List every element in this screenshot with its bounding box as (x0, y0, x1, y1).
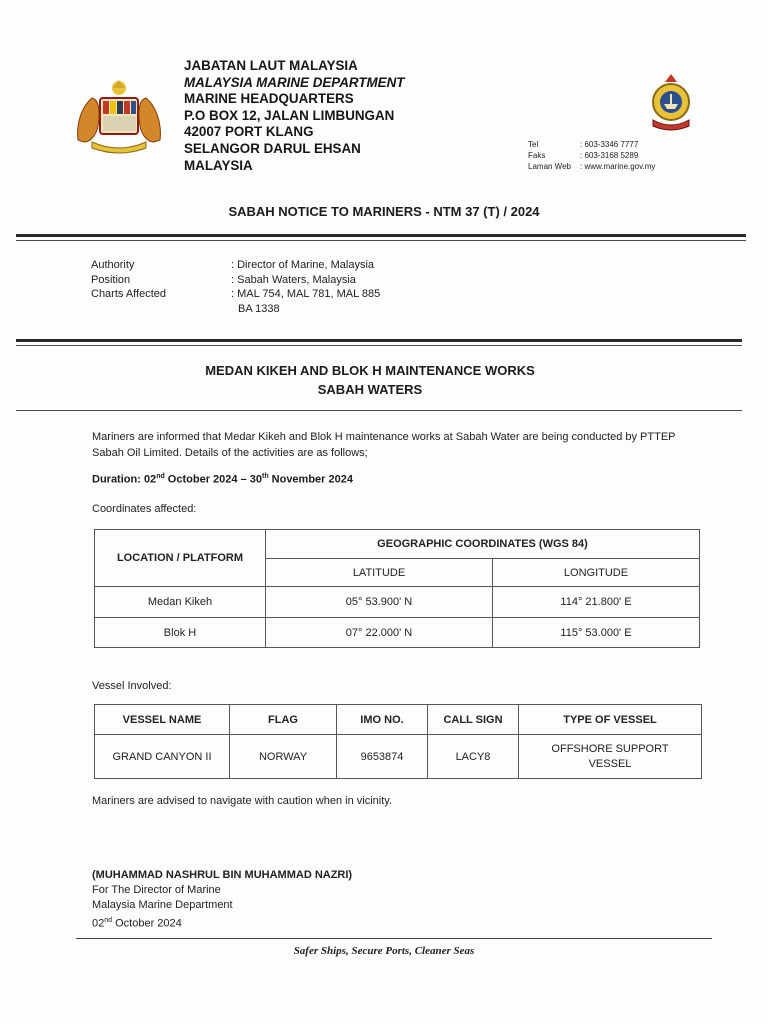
malaysia-coat-of-arms-icon (70, 78, 168, 156)
header-line-7: MALAYSIA (184, 157, 253, 173)
call-sign-cell: LACY8 (428, 735, 519, 779)
contact-tel (528, 139, 655, 150)
location-cell: Blok H (95, 618, 266, 648)
signature-block (92, 868, 352, 932)
notice-title: SABAH NOTICE TO MARINERS - NTM 37 (T) / 2024 (228, 204, 540, 219)
contact-label: Laman Web (528, 162, 571, 171)
meta-authority (91, 258, 380, 273)
meta-label: Position (91, 273, 131, 286)
contact-value: : www.marine.gov.my (580, 162, 656, 171)
table-row (95, 587, 700, 618)
footer-motto: Safer Ships, Secure Ports, Cleaner Seas (293, 945, 475, 957)
col-latitude-header: LATITUDE (266, 559, 493, 587)
col-vessel-name-header: VESSEL NAME (95, 705, 230, 735)
meta-value: : MAL 754, MAL 781, MAL 885 (231, 288, 381, 300)
col-call-sign-header: CALL SIGN (428, 705, 519, 735)
date-rest: October 2024 (112, 917, 182, 930)
col-geo-header: GEOGRAPHIC COORDINATES (WGS 84) (266, 530, 700, 559)
department-address-block (184, 58, 404, 174)
contact-label: Faks (528, 151, 546, 160)
duration (92, 473, 353, 486)
date-day: 02 (92, 917, 105, 930)
signatory-line-2: Malaysia Marine Department (92, 899, 233, 911)
subject-line-1: MEDAN KIKEH AND BLOK H MAINTENANCE WORKS (205, 363, 535, 378)
contact-value: : 603-3168 5289 (580, 151, 639, 160)
meta-value: : Director of Marine, Malaysia (231, 259, 375, 271)
signature-date (92, 913, 352, 932)
header-line-1: JABATAN LAUT MALAYSIA (184, 58, 358, 73)
vessel-table (94, 704, 702, 779)
latitude-cell: 07° 22.000' N (266, 618, 493, 648)
meta-position (91, 273, 380, 288)
meta-value: BA 1338 (238, 302, 280, 315)
marine-department-emblem-icon (645, 72, 697, 134)
duration-middle: October 2024 – 30 (164, 473, 262, 486)
divider (16, 234, 746, 237)
duration-end: November 2024 (268, 473, 353, 486)
header-line-3: MARINE HEADQUARTERS (184, 91, 354, 107)
notice-subject (0, 361, 740, 399)
col-location-header: LOCATION / PLATFORM (95, 530, 266, 587)
vessel-type-cell (519, 735, 702, 779)
header-line-5: 42007 PORT KLANG (184, 124, 314, 140)
signatory-name: (MUHAMMAD NASHRUL BIN MUHAMMAD NAZRI) (92, 869, 353, 881)
signatory-line-1: For The Director of Marine (92, 884, 221, 896)
table-row (95, 618, 700, 648)
longitude-cell: 114° 21.800' E (493, 587, 700, 618)
longitude-cell: 115° 53.000' E (493, 618, 700, 648)
duration-start-suffix: nd (156, 473, 165, 480)
advisory-text: Mariners are advised to navigate with caution when in vicinity. (92, 795, 393, 807)
footer-divider (76, 938, 712, 939)
header-line-2: MALAYSIA MARINE DEPARTMENT (184, 74, 405, 90)
header-line-4: P.O BOX 12, JALAN LIMBUNGAN (184, 107, 395, 123)
location-cell: Medan Kikeh (95, 587, 266, 618)
col-longitude-header: LONGITUDE (493, 559, 700, 587)
meta-label: Authority (91, 259, 135, 271)
meta-value: : Sabah Waters, Malaysia (231, 273, 356, 286)
divider (16, 240, 746, 241)
contact-label: Tel (528, 140, 539, 149)
meta-charts-affected (91, 287, 380, 302)
col-flag-header: FLAG (230, 705, 337, 735)
meta-label (91, 302, 231, 317)
contact-value: : 603-3346 7777 (580, 140, 639, 149)
meta-charts-continued (91, 302, 380, 317)
col-type-header: TYPE OF VESSEL (519, 705, 702, 735)
divider (16, 345, 742, 346)
divider (16, 339, 742, 342)
duration-end-suffix: th (261, 473, 269, 480)
imo-cell: 9653874 (337, 735, 428, 779)
notice-paragraph: Mariners are informed that Medar Kikeh and Blok H maintenance works at Sabah Water are being conducted by PTTEP Sabah Oil Limited. Details of the activities are as follows; (92, 431, 676, 459)
header-line-6: SELANGOR DARUL EHSAN (184, 140, 361, 156)
latitude-cell: 05° 53.900' N (266, 587, 493, 618)
coordinates-label: Coordinates affected: (92, 503, 197, 515)
contact-website (528, 161, 655, 172)
vessel-label: Vessel Involved: (92, 680, 172, 692)
table-row (95, 735, 702, 779)
subject-line-2: SABAH WATERS (317, 382, 423, 397)
meta-label: Charts Affected (91, 288, 167, 300)
vessel-type-line-2: VESSEL (588, 757, 632, 770)
contact-fax (528, 150, 655, 161)
coordinates-table (94, 529, 700, 648)
vessel-name-cell: GRAND CANYON II (95, 735, 230, 779)
notice-metadata (91, 258, 380, 316)
vessel-type-line-1: OFFSHORE SUPPORT (551, 742, 669, 755)
col-imo-header: IMO NO. (337, 705, 428, 735)
divider (16, 410, 742, 411)
duration-start: Duration: 02 (92, 473, 157, 486)
date-suffix: nd (104, 917, 113, 924)
contact-block (528, 139, 655, 172)
flag-cell: NORWAY (230, 735, 337, 779)
